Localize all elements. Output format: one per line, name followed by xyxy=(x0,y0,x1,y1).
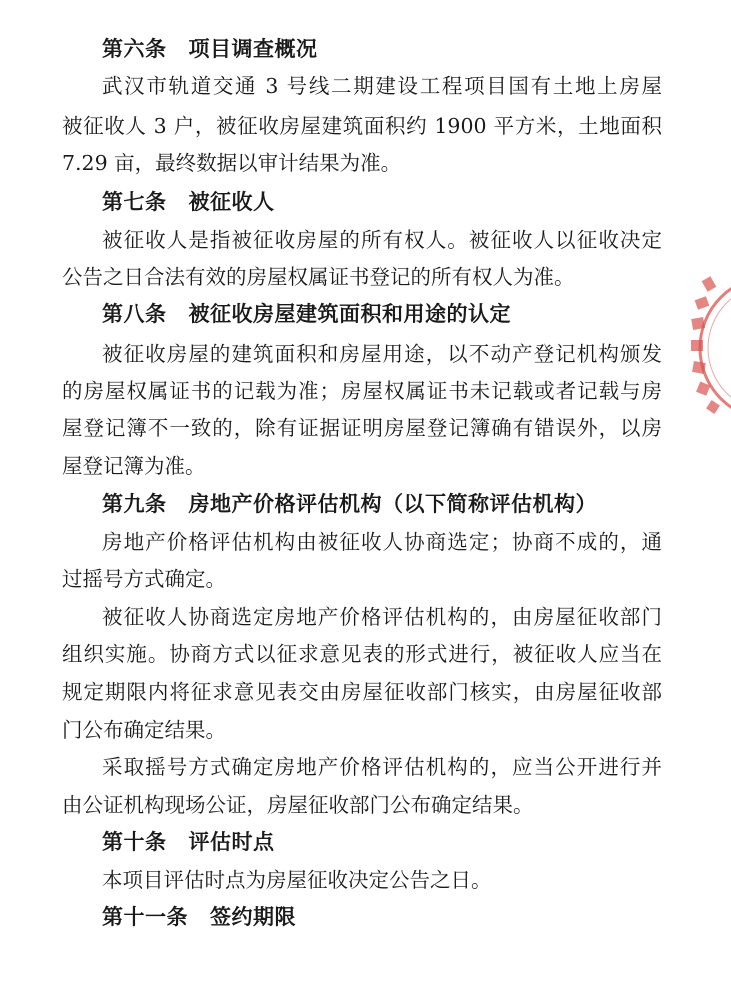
article-11-heading xyxy=(102,903,296,931)
article-8-heading xyxy=(102,300,511,328)
article-title: 签约期限 xyxy=(210,905,296,929)
article-number: 第六条 xyxy=(102,37,167,61)
paragraph-line: 过摇号方式确定。 xyxy=(62,567,226,591)
paragraph-line: 被征收房屋的建筑面积和房屋用途，以不动产登记机构颁发 xyxy=(102,342,662,366)
paragraph-line: 被征收人是指被征收房屋的所有权人。被征收人以征收决定 xyxy=(102,228,662,252)
paragraph-line: 采取摇号方式确定房地产价格评估机构的，应当公开进行并 xyxy=(102,755,662,779)
article-title: 被征收人 xyxy=(188,190,275,214)
article-title: 房地产价格评估机构（以下简称评估机构） xyxy=(188,492,597,516)
paragraph-line: 屋登记簿不一致的，除有证据证明房屋登记簿确有错误外，以房 xyxy=(62,416,662,440)
article-title: 项目调查概况 xyxy=(188,37,318,61)
article-title: 被征收房屋建筑面积和用途的认定 xyxy=(188,302,511,326)
paragraph-line: 屋登记簿为准。 xyxy=(62,454,206,478)
paragraph-line: 房地产价格评估机构由被征收人协商选定；协商不成的，通 xyxy=(102,530,662,554)
paragraph-line: 的房屋权属证书的记载为准；房屋权属证书未记载或者记载与房 xyxy=(62,379,662,403)
article-number: 第七条 xyxy=(102,190,167,214)
article-9-heading xyxy=(102,490,597,518)
paragraph-line: 由公证机构现场公证，房屋征收部门公布确定结果。 xyxy=(62,793,534,817)
official-seal-icon xyxy=(682,268,731,428)
article-10-heading xyxy=(102,828,275,856)
paragraph-line: 被征收人协商选定房地产价格评估机构的，由房屋征收部门 xyxy=(102,605,662,629)
paragraph-line: 门公布确定结果。 xyxy=(62,718,226,742)
article-number: 第十条 xyxy=(102,830,167,854)
paragraph-line: 公告之日合法有效的房屋权属证书登记的所有权人为准。 xyxy=(62,265,575,289)
article-title: 评估时点 xyxy=(188,830,275,854)
paragraph-line: 武汉市轨道交通 3 号线二期建设工程项目国有土地上房屋 xyxy=(102,74,662,98)
article-number: 第九条 xyxy=(102,492,167,516)
paragraph-line: 本项目评估时点为房屋征收决定公告之日。 xyxy=(102,868,492,892)
article-7-heading xyxy=(102,188,275,216)
paragraph-line: 7.29 亩，最终数据以审计结果为准。 xyxy=(62,151,402,175)
paragraph-line: 被征收人 3 户，被征收房屋建筑面积约 1900 平方米，土地面积 xyxy=(62,114,662,138)
article-6-heading xyxy=(102,35,318,63)
paragraph-line: 规定期限内将征求意见表交由房屋征收部门核实，由房屋征收部 xyxy=(62,680,662,704)
article-number: 第十一条 xyxy=(102,905,188,929)
paragraph-line: 组织实施。协商方式以征求意见表的形式进行，被征收人应当在 xyxy=(62,642,662,666)
article-number: 第八条 xyxy=(102,302,167,326)
